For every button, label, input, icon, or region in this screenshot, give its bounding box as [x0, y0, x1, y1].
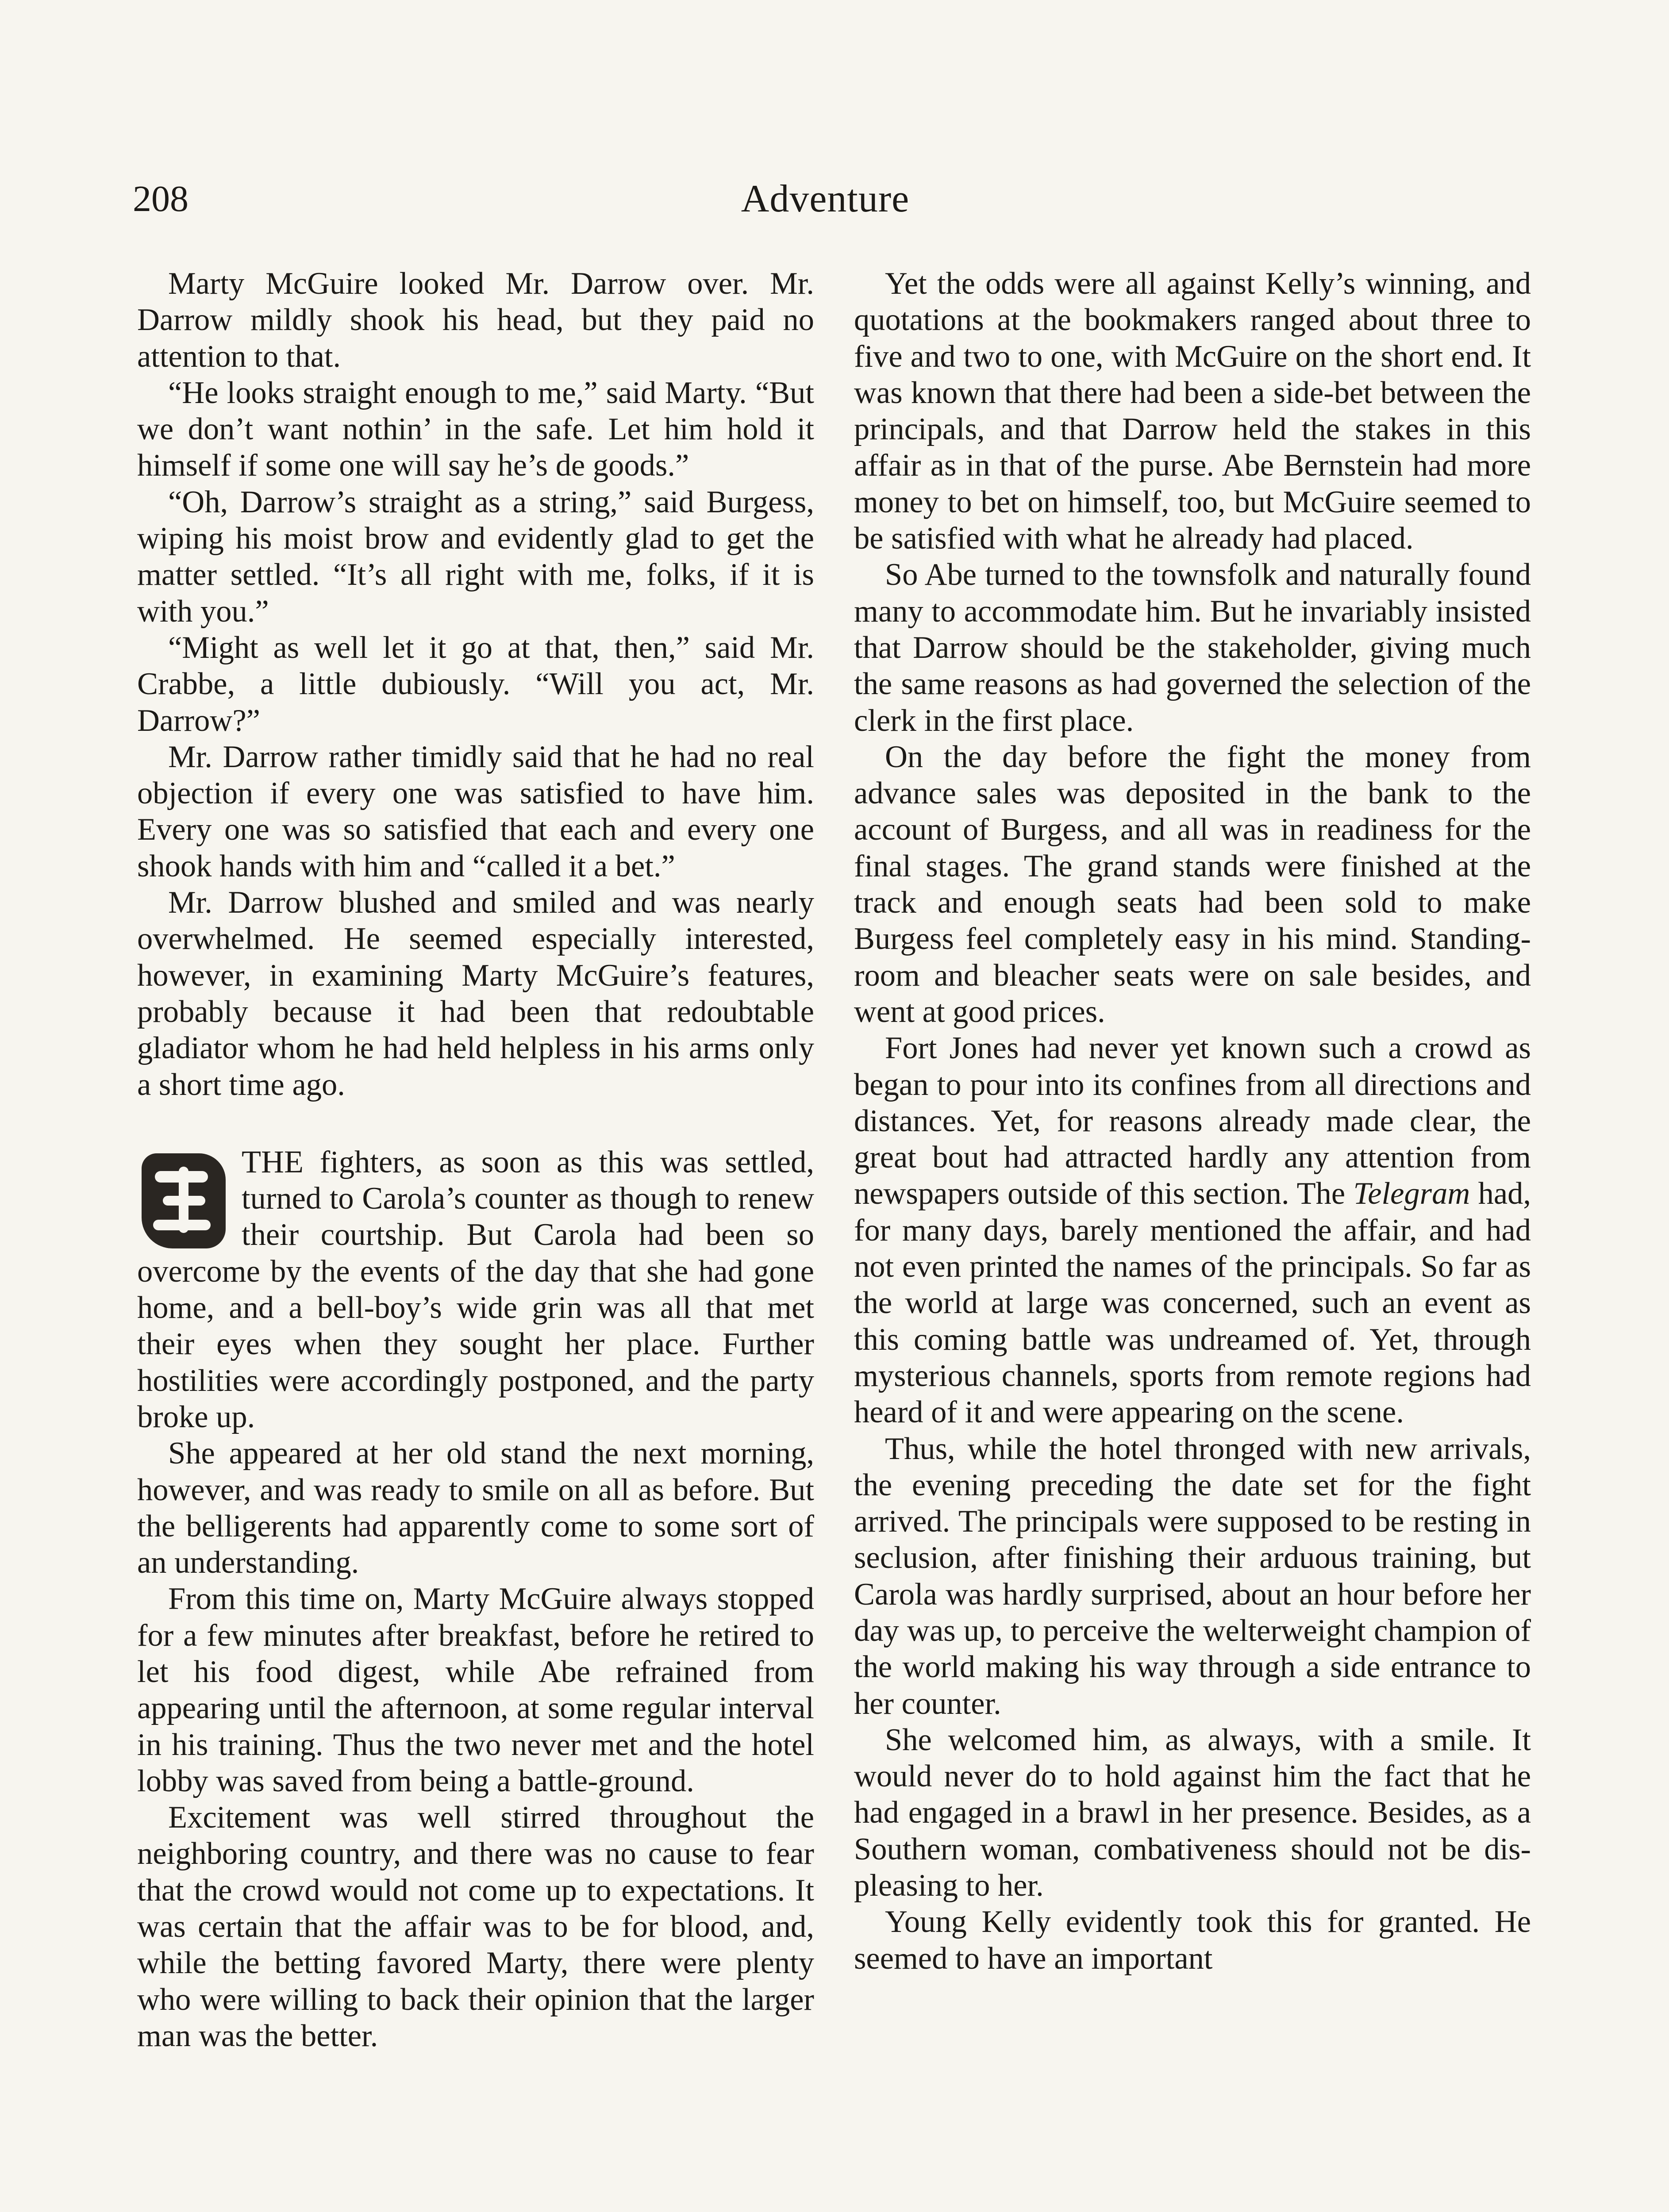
- paragraph: She appeared at her old stand the next morning, however, and was ready to smile on all as before. But the belligerents had apparently come to some sort of an understanding.: [137, 1436, 814, 1580]
- paragraph: Mr. Darrow rather timidly said that he had no real objection if every one was satisfied to have him. Every one was so satisfied that each and every one shook hands with him and “called it a bet.”: [137, 739, 814, 883]
- paragraph: From this time on, Marty McGuire always stopped for a few minutes after breakfast, before he retired to let his food digest, while Abe refrained from appearing until the afternoon, at some regular interval in his training. Thus the two never met and the hotel lobby was saved from being a battle-ground.: [137, 1582, 814, 1798]
- running-title: Adventure: [741, 177, 910, 220]
- paragraph: On the day before the fight the money from advance sales was deposited in the bank to the account of Burgess, and all was in readiness for the final stages. The grand stands were finished at the track and enough seats had been sold to make Burgess feel completely easy in his mind. Standing-room and bleacher seats were on sale besides, and went at good prices.: [854, 739, 1531, 1029]
- paragraph-text: fighters, as soon as this was settled, turned to Carola’s counter as though to renew their courtship. But Carola had been so overcome by the events of the day that she had gone home, and a bell-boy’s wide grin was all that met their eyes when they sought her place. Further hostilities were accordingly postponed, and the party broke up.: [137, 1144, 814, 1434]
- paragraph: Yet the odds were all against Kelly’s winning, and quotations at the bookmakers ranged about three to five and two to one, with McGuire on the short end. It was known that there had been a side-bet between the principals, and that Darrow held the stakes in this affair as in that of the purse. Abe Bernstein had more money to bet on himself, too, but McGuire seemed to be satisfied with what he already had placed.: [854, 266, 1531, 556]
- paragraph: “Might as well let it go at that, then,” said Mr. Crabbe, a little dubiously. “Will you act, Mr. Darrow?”: [137, 630, 814, 738]
- paragraph: Thus, while the hotel thronged with new arrivals, the evening preceding the date set for the fight arrived. The principals were supposed to be resting in seclusion, after finishing their arduous training, but Carola was hardly surprised, about an hour before her day was up, to perceive the welterweight champion of the world making his way through a side entrance to her counter.: [854, 1431, 1531, 1721]
- first-word: THE: [242, 1144, 304, 1179]
- paragraph: Mr. Darrow blushed and smiled and was nearly overwhelmed. He seemed especially interested, however, in examining Marty McGuire’s features, probably because it had been that redoubtable gladiator whom he had held helpless in his arms only a short time ago.: [137, 885, 814, 1102]
- paragraph: Excitement was well stirred throughout the neighboring country, and there was no cause to fear that the crowd would not come up to expectations. It was certain that the affair was to be for blood, and, while the betting favored Marty, there were plenty who were willing to back their opinion that the larger man was the better.: [137, 1800, 814, 2053]
- page-header: [133, 170, 1518, 228]
- paragraph: “Oh, Darrow’s straight as a string,” said Burgess, wiping his moist brow and evidently glad to get the matter settled. “It’s all right with me, folks, if it is with you.”: [137, 484, 814, 629]
- newspaper-name: Telegram: [1353, 1176, 1470, 1211]
- paragraph: So Abe turned to the townsfolk and naturally found many to accommodate him. But he invariably insisted that Darrow should be the stakeholder, giving much the same reasons as had governed the selection of the clerk in the first place.: [854, 557, 1531, 738]
- decorative-drop-cap-icon: [142, 1153, 226, 1248]
- left-column: [137, 265, 814, 2054]
- paragraph: Marty McGuire looked Mr. Darrow over. Mr. Darrow mildly shook his head, but they paid no attention to that.: [137, 266, 814, 374]
- paragraph: She welcomed him, as always, with a smile. It would never do to hold against him the fact that he had engaged in a brawl in her presence. Besides, as a Southern woman, combativeness should not be displeasing to her.: [854, 1722, 1531, 1903]
- paragraph: “He looks straight enough to me,” said Marty. “But we don’t want nothin’ in the safe. Let him hold it himself if some one will say he’s de goods.”: [137, 375, 814, 483]
- paragraph: Young Kelly evidently took this for granted. He seemed to have an important: [854, 1905, 1531, 1976]
- page-number: 208: [133, 178, 188, 219]
- paragraph-text: Fort Jones had never yet known such a crowd as began to pour into its confines from all directions and distances. Yet, for reasons already made clear, the great bout had attracted hardly any attention from newspapers outside of this section. The: [854, 1031, 1531, 1211]
- section-start-paragraph: [137, 1144, 814, 1435]
- paragraph: [854, 1030, 1531, 1430]
- paragraph-text: had, for many days, barely mentioned the affair, and had not even printed the names of the principals. So far as the world at large was concerned, such an event as this coming battle was undreamed of. Yet, through mysterious channels, sports from remote regions had heard of it and were appearing on the scene.: [854, 1176, 1531, 1430]
- right-column: [854, 265, 1531, 1977]
